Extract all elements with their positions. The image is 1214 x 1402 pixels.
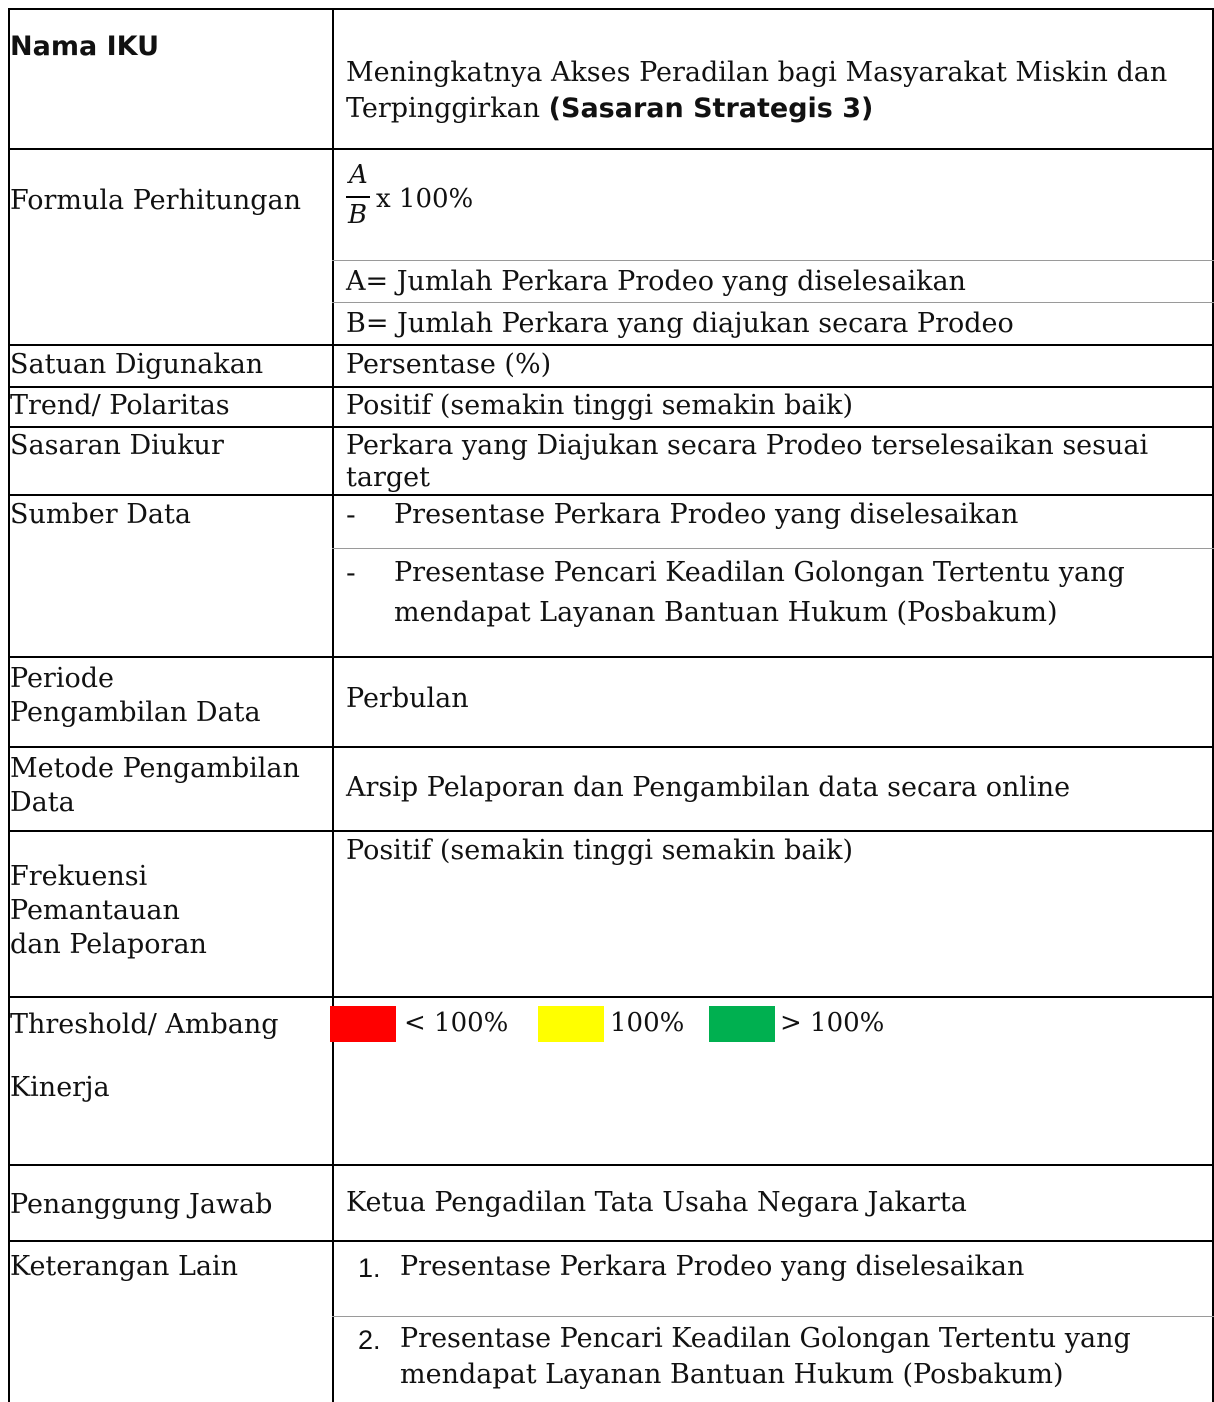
keterangan-number-2: 2.	[358, 1325, 381, 1355]
frekuensi-label-line1: Frekuensi	[10, 861, 148, 892]
keterangan-label: Keterangan Lain	[10, 1251, 239, 1282]
sasaran-value-line1: Perkara yang Diajukan secara Prodeo terselesaikan sesuai	[346, 430, 1149, 461]
row-border	[8, 386, 1214, 388]
periode-label-line1: Periode	[10, 663, 114, 694]
column-divider	[332, 8, 334, 1402]
trend-value: Positif (semakin tinggi semakin baik)	[346, 390, 853, 421]
row-border	[8, 8, 1214, 10]
keterangan-number-1: 1.	[358, 1253, 381, 1283]
row-border	[8, 830, 1214, 832]
periode-label-line2: Pengambilan Data	[10, 697, 261, 728]
formula-a-definition: A= Jumlah Perkara Prodeo yang diselesaikan	[346, 266, 966, 297]
threshold-label-line2: Kinerja	[10, 1072, 110, 1103]
sasaran-label: Sasaran Diukur	[10, 430, 224, 461]
metode-value: Arsip Pelaporan dan Pengambilan data secara online	[346, 772, 1071, 803]
sumber-item-1: Presentase Perkara Prodeo yang diselesaikan	[394, 499, 1019, 530]
nama-iku-value-line2	[346, 92, 873, 125]
threshold-swatch-green	[709, 1006, 775, 1042]
row-border	[8, 1164, 1214, 1166]
nama-iku-value-plain: Terpinggirkan	[346, 93, 549, 124]
row-border	[8, 148, 1214, 150]
sub-row-border	[332, 302, 1214, 303]
threshold-swatch-red	[330, 1006, 396, 1042]
nama-iku-value-line1: Meningkatnya Akses Peradilan bagi Masyarakat Miskin dan	[346, 57, 1168, 88]
keterangan-item-1: Presentase Perkara Prodeo yang diselesaikan	[400, 1251, 1025, 1282]
row-border	[8, 1240, 1214, 1242]
satuan-value: Persentase (%)	[346, 349, 552, 380]
frekuensi-value: Positif (semakin tinggi semakin baik)	[346, 835, 853, 866]
row-border	[8, 656, 1214, 658]
sasaran-value-line2: target	[346, 462, 430, 493]
frekuensi-label-line3: dan Pelaporan	[10, 929, 207, 960]
threshold-text-below: < 100%	[404, 1008, 509, 1038]
sub-row-border	[332, 260, 1214, 261]
formula-b-definition: B= Jumlah Perkara yang diajukan secara Prodeo	[346, 308, 1014, 339]
row-border	[8, 426, 1214, 428]
threshold-text-above: > 100%	[780, 1008, 885, 1038]
nama-iku-label: Nama IKU	[10, 31, 159, 62]
row-border	[8, 746, 1214, 748]
nama-iku-value-bold: (Sasaran Strategis 3)	[548, 93, 874, 124]
formula-numerator: A	[349, 160, 368, 190]
trend-label: Trend/ Polaritas	[10, 390, 230, 421]
sumber-bullet-1: -	[346, 500, 356, 531]
sumber-item-2-line1: Presentase Pencari Keadilan Golongan Tertentu yang	[394, 557, 1125, 588]
penanggung-label: Penanggung Jawab	[10, 1189, 273, 1220]
frekuensi-label-line2: Pemantauan	[10, 895, 180, 926]
threshold-text-equal: 100%	[610, 1008, 685, 1038]
sumber-item-2-line2: mendapat Layanan Bantuan Hukum (Posbakum)	[394, 597, 1058, 628]
keterangan-item-2-line2: mendapat Layanan Bantuan Hukum (Posbakum)	[400, 1359, 1064, 1390]
sumber-label: Sumber Data	[10, 499, 191, 530]
formula-denominator: B	[348, 200, 368, 230]
sumber-bullet-2: -	[346, 558, 356, 589]
sub-row-border	[332, 548, 1214, 549]
metode-label-line1: Metode Pengambilan	[10, 753, 300, 784]
threshold-label-line1: Threshold/ Ambang	[10, 1009, 279, 1040]
penanggung-value: Ketua Pengadilan Tata Usaha Negara Jakarta	[346, 1187, 967, 1218]
threshold-swatch-yellow	[538, 1006, 604, 1042]
keterangan-item-2-line1: Presentase Pencari Keadilan Golongan Tertentu yang	[400, 1323, 1131, 1354]
fraction-bar	[346, 196, 370, 198]
sub-row-border	[332, 1316, 1214, 1317]
row-border	[8, 344, 1214, 346]
formula-label: Formula Perhitungan	[10, 185, 301, 216]
formula-multiplier: x 100%	[376, 184, 474, 214]
row-border	[8, 494, 1214, 496]
metode-label-line2: Data	[10, 787, 75, 818]
periode-value: Perbulan	[346, 683, 469, 714]
row-border	[8, 996, 1214, 998]
satuan-label: Satuan Digunakan	[10, 349, 264, 380]
